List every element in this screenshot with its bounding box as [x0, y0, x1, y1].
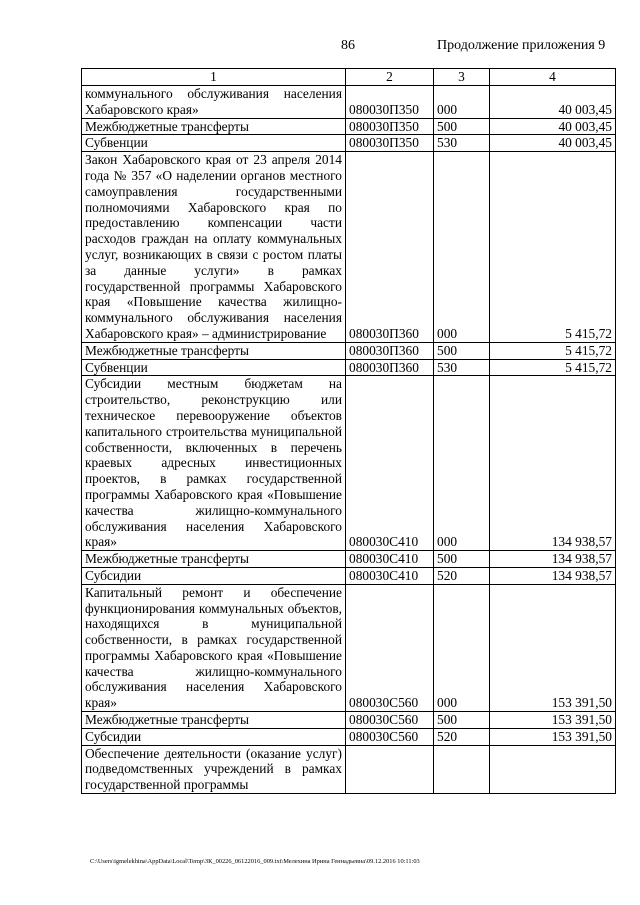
column-number-row [82, 69, 616, 86]
row-name: Закон Хабаровского края от 23 апреля 2014 года № 357 «О наделении органов местного самоуправления государственными полномочиями Хабаровского края по предоставлению компенсации части расходов граждан на оплату коммунальных услуг, возникающих в связи с ростом платы за данные услуги» в рамках государственной программы Хабаровского края «Повышение качества жилищно-коммунального обслуживания населения Хабаровского края» – администрирование [82, 152, 346, 343]
row-code: 080030П360 [346, 152, 434, 343]
row-expense-type: 500 [434, 712, 490, 729]
column-number: 4 [490, 69, 616, 86]
row-code [346, 745, 434, 793]
row-amount: 153 391,50 [490, 584, 616, 711]
table-row [82, 567, 616, 584]
table-row [82, 152, 616, 343]
table-row [82, 86, 616, 119]
table-row [82, 135, 616, 152]
row-name: Межбюджетные трансферты [82, 118, 346, 135]
row-name: Субсидии местным бюджетам на строительство, реконструкцию или техническое перевооружение объектов капитального строительства муниципальной собственности, включенных в перечень краевых адресных инвестиционных проектов, в рамках государственной программы Хабаровского края «Повышение качества жилищно-коммунального обслуживания населения Хабаровского края» [82, 376, 346, 551]
row-amount: 134 938,57 [490, 551, 616, 568]
row-expense-type: 000 [434, 584, 490, 711]
row-code: 080030С560 [346, 728, 434, 745]
table-row [82, 342, 616, 359]
table-row [82, 745, 616, 793]
row-expense-type: 500 [434, 118, 490, 135]
row-name: Субсидии [82, 728, 346, 745]
column-number: 2 [346, 69, 434, 86]
row-expense-type: 000 [434, 86, 490, 119]
table-row [82, 551, 616, 568]
row-amount: 153 391,50 [490, 712, 616, 729]
row-expense-type: 530 [434, 135, 490, 152]
row-code: 080030С410 [346, 376, 434, 551]
footer-file-path: C:\Users\igmelekhina\AppData\Local\Temp\ЗК_00226_06122016_009.txt\Мелехина Ирина Геннадьевна\09.12.2016 10:11:03 [90, 858, 420, 865]
row-expense-type: 500 [434, 551, 490, 568]
row-amount: 134 938,57 [490, 376, 616, 551]
row-code: 080030П360 [346, 359, 434, 376]
row-code: 080030П350 [346, 135, 434, 152]
row-expense-type: 000 [434, 376, 490, 551]
row-code: 080030С560 [346, 584, 434, 711]
row-expense-type [434, 745, 490, 793]
row-name: Межбюджетные трансферты [82, 551, 346, 568]
row-name: Межбюджетные трансферты [82, 342, 346, 359]
row-expense-type: 520 [434, 728, 490, 745]
page-number: 86 [341, 38, 355, 53]
table-row [82, 376, 616, 551]
row-amount: 134 938,57 [490, 567, 616, 584]
row-name: Капитальный ремонт и обеспечение функционирования коммунальных объектов, находящихся в муниципальной собственности, в рамках государственной программы Хабаровского края «Повышение качества жилищно-коммунального обслуживания населения Хабаровского края» [82, 584, 346, 711]
row-code: 080030П350 [346, 118, 434, 135]
row-name: Субсидии [82, 567, 346, 584]
row-amount: 5 415,72 [490, 342, 616, 359]
row-name: коммунального обслуживания населения Хабаровского края» [82, 86, 346, 119]
appendix-continuation-title: Продолжение приложения 9 [437, 38, 606, 53]
row-amount: 40 003,45 [490, 135, 616, 152]
row-name: Обеспечение деятельности (оказание услуг) подведомственных учреждений в рамках государственной программы [82, 745, 346, 793]
table-row [82, 712, 616, 729]
row-name: Субвенции [82, 359, 346, 376]
budget-table [81, 68, 616, 794]
row-amount [490, 745, 616, 793]
row-amount: 5 415,72 [490, 152, 616, 343]
column-number: 1 [82, 69, 346, 86]
table-row [82, 118, 616, 135]
row-code: 080030П350 [346, 86, 434, 119]
row-code: 080030С410 [346, 567, 434, 584]
row-name: Межбюджетные трансферты [82, 712, 346, 729]
page-header [0, 38, 640, 58]
row-expense-type: 530 [434, 359, 490, 376]
row-name: Субвенции [82, 135, 346, 152]
row-expense-type: 000 [434, 152, 490, 343]
row-amount: 40 003,45 [490, 118, 616, 135]
table-row [82, 728, 616, 745]
row-expense-type: 520 [434, 567, 490, 584]
row-amount: 153 391,50 [490, 728, 616, 745]
row-code: 080030П360 [346, 342, 434, 359]
row-amount: 5 415,72 [490, 359, 616, 376]
table-row [82, 359, 616, 376]
row-code: 080030С410 [346, 551, 434, 568]
table-row [82, 584, 616, 711]
row-code: 080030С560 [346, 712, 434, 729]
column-number: 3 [434, 69, 490, 86]
row-amount: 40 003,45 [490, 86, 616, 119]
row-expense-type: 500 [434, 342, 490, 359]
